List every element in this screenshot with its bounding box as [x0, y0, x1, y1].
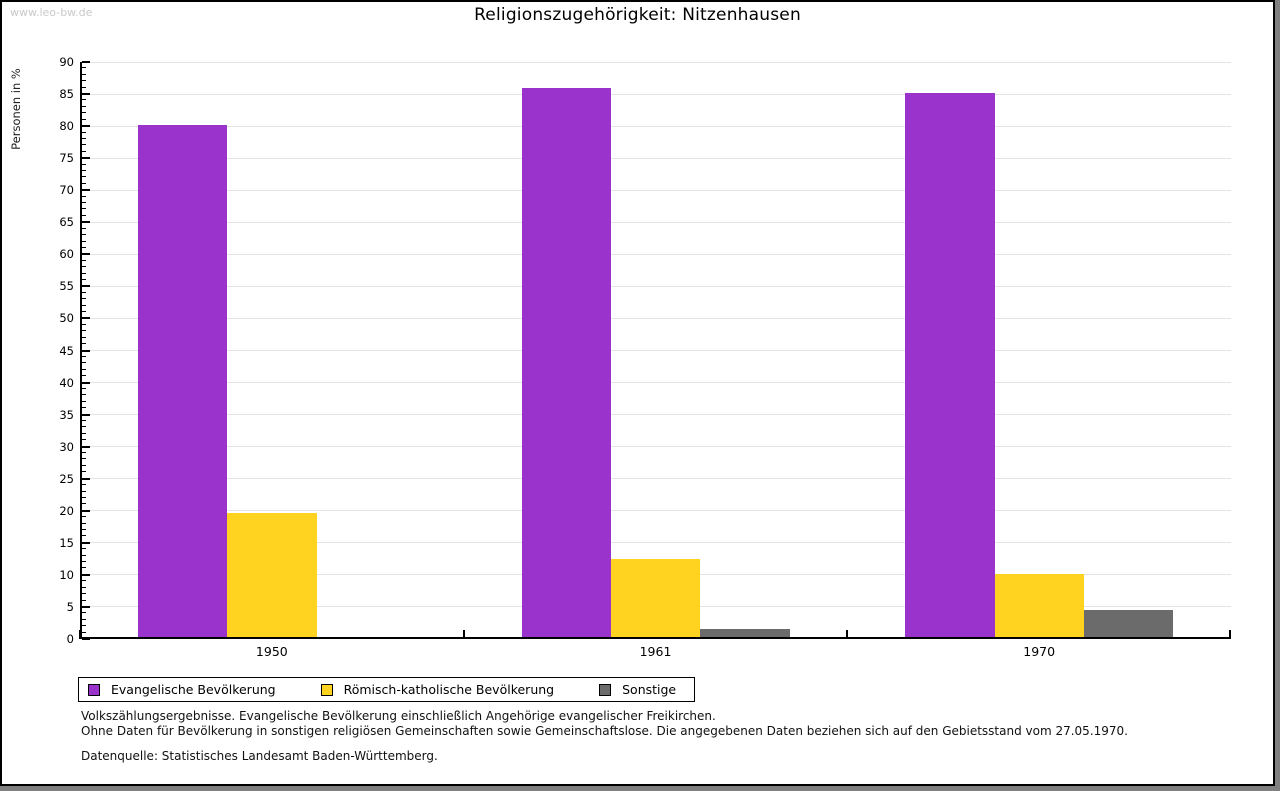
gridline	[80, 318, 1231, 319]
y-minor-tick	[82, 401, 86, 402]
y-major-tick	[82, 285, 90, 287]
y-minor-tick	[82, 625, 86, 626]
y-minor-tick	[82, 311, 86, 312]
y-minor-tick	[82, 491, 86, 492]
y-minor-tick	[82, 356, 86, 357]
gridline	[80, 126, 1231, 127]
y-tick-label: 65	[59, 215, 74, 230]
y-minor-tick	[82, 228, 86, 229]
y-minor-tick	[82, 394, 86, 395]
gridline	[80, 222, 1231, 223]
y-tick-label: 5	[66, 599, 74, 614]
y-tick-label: 80	[59, 119, 74, 134]
y-major-tick	[82, 574, 90, 576]
y-major-tick	[82, 414, 90, 416]
y-major-tick	[82, 638, 90, 640]
y-tick-label: 0	[66, 632, 74, 646]
x-tick	[846, 630, 848, 639]
y-tick-label: 90	[59, 55, 74, 69]
y-minor-tick	[82, 87, 86, 88]
y-minor-tick	[82, 343, 86, 344]
y-minor-tick	[82, 183, 86, 184]
y-tick-label: 30	[59, 439, 74, 454]
gridline	[80, 350, 1231, 351]
legend-swatch-sonstige	[599, 684, 611, 696]
y-tick-label: 70	[59, 183, 74, 198]
x-tick	[463, 630, 465, 639]
y-minor-tick	[82, 362, 86, 363]
bar-evangelische-bev-lkerung-1970	[905, 93, 994, 639]
y-tick-label: 85	[59, 87, 74, 102]
legend-swatch-r-misch-katholische-bev-lkerung	[321, 684, 333, 696]
y-minor-tick	[82, 632, 86, 633]
y-minor-tick	[82, 420, 86, 421]
y-minor-tick	[82, 612, 86, 613]
y-minor-tick	[82, 260, 86, 261]
y-tick-label: 50	[59, 311, 74, 326]
y-minor-tick	[82, 273, 86, 274]
legend-item-r-misch-katholische-bev-lkerung	[321, 682, 555, 697]
gridline	[80, 62, 1231, 63]
y-minor-tick	[82, 247, 86, 248]
y-minor-tick	[82, 439, 86, 440]
legend	[78, 677, 695, 702]
y-minor-tick	[82, 458, 86, 459]
legend-swatch-evangelische-bev-lkerung	[88, 684, 100, 696]
y-minor-tick	[82, 112, 86, 113]
y-minor-tick	[82, 144, 86, 145]
y-tick-label: 25	[59, 471, 74, 486]
y-tick-label: 20	[59, 503, 74, 518]
gridline	[80, 254, 1231, 255]
legend-label-r-misch-katholische-bev-lkerung: Römisch-katholische Bevölkerung	[343, 682, 555, 697]
watermark-link: www.leo-bw.de	[10, 6, 93, 19]
y-minor-tick	[82, 215, 86, 216]
y-minor-tick	[82, 164, 86, 165]
y-tick-label: 10	[59, 567, 74, 582]
y-minor-tick	[82, 305, 86, 306]
y-minor-tick	[82, 74, 86, 75]
bar-evangelische-bev-lkerung-1950	[138, 125, 227, 639]
y-minor-tick	[82, 407, 86, 408]
gridline	[80, 446, 1231, 447]
y-tick-label: 40	[59, 375, 74, 390]
y-minor-tick	[82, 548, 86, 549]
y-minor-tick	[82, 452, 86, 453]
y-major-tick	[82, 446, 90, 448]
x-tick	[79, 630, 81, 639]
y-minor-tick	[82, 426, 86, 427]
y-minor-tick	[82, 529, 86, 530]
y-minor-tick	[82, 535, 86, 536]
y-tick-label: 35	[59, 407, 74, 422]
y-minor-tick	[82, 196, 86, 197]
y-minor-tick	[82, 503, 86, 504]
x-category-label: 1970	[1023, 644, 1056, 659]
y-minor-tick	[82, 151, 86, 152]
gridline	[80, 190, 1231, 191]
y-major-tick	[82, 542, 90, 544]
x-tick	[1229, 630, 1231, 639]
y-minor-tick	[82, 484, 86, 485]
y-minor-tick	[82, 523, 86, 524]
y-minor-tick	[82, 471, 86, 472]
y-minor-tick	[82, 593, 86, 594]
y-minor-tick	[82, 170, 86, 171]
y-minor-tick	[82, 433, 86, 434]
legend-label-evangelische-bev-lkerung: Evangelische Bevölkerung	[111, 682, 276, 697]
y-major-tick	[82, 221, 90, 223]
y-minor-tick	[82, 465, 86, 466]
footnote-line1: Volkszählungsergebnisse. Evangelische Bevölkerung einschließlich Angehörige evangelischer Freikirchen.	[81, 709, 716, 723]
y-tick-label: 60	[59, 247, 74, 262]
x-category-label: 1961	[639, 644, 672, 659]
y-minor-tick	[82, 619, 86, 620]
y-major-tick	[82, 253, 90, 255]
y-major-tick	[82, 125, 90, 127]
y-minor-tick	[82, 375, 86, 376]
y-minor-tick	[82, 292, 86, 293]
y-minor-tick	[82, 202, 86, 203]
y-axis-title: Personen in %	[9, 68, 23, 150]
data-source: Datenquelle: Statistisches Landesamt Baden-Württemberg.	[81, 749, 438, 763]
y-major-tick	[82, 606, 90, 608]
y-minor-tick	[82, 369, 86, 370]
legend-item-sonstige	[599, 682, 676, 697]
y-tick-label: 15	[59, 535, 74, 550]
gridline	[80, 158, 1231, 159]
y-minor-tick	[82, 587, 86, 588]
y-minor-tick	[82, 324, 86, 325]
y-minor-tick	[82, 330, 86, 331]
chart-title: Religionszugehörigkeit: Nitzenhausen	[474, 5, 801, 25]
y-minor-tick	[82, 561, 86, 562]
y-major-tick	[82, 317, 90, 319]
y-minor-tick	[82, 234, 86, 235]
y-minor-tick	[82, 337, 86, 338]
gridline	[80, 286, 1231, 287]
gridline	[80, 510, 1231, 511]
y-minor-tick	[82, 298, 86, 299]
y-minor-tick	[82, 555, 86, 556]
y-minor-tick	[82, 176, 86, 177]
y-major-tick	[82, 350, 90, 352]
y-major-tick	[82, 382, 90, 384]
y-minor-tick	[82, 80, 86, 81]
y-major-tick	[82, 478, 90, 480]
y-major-tick	[82, 157, 90, 159]
x-axis-line	[80, 637, 1231, 639]
y-tick-label: 45	[59, 343, 74, 358]
y-minor-tick	[82, 132, 86, 133]
y-tick-label: 75	[59, 151, 74, 166]
y-tick-label: 55	[59, 279, 74, 294]
bar-evangelische-bev-lkerung-1961	[522, 88, 611, 639]
y-minor-tick	[82, 106, 86, 107]
bar-sonstige-1970	[1084, 610, 1173, 639]
y-major-tick	[82, 61, 90, 63]
y-minor-tick	[82, 497, 86, 498]
bar-r-misch-katholische-bev-lkerung-1970	[995, 574, 1084, 639]
y-minor-tick	[82, 279, 86, 280]
legend-item-evangelische-bev-lkerung	[88, 682, 276, 697]
y-major-tick	[82, 93, 90, 95]
y-minor-tick	[82, 516, 86, 517]
y-minor-tick	[82, 119, 86, 120]
bar-r-misch-katholische-bev-lkerung-1961	[611, 559, 700, 639]
footnote-line2: Ohne Daten für Bevölkerung in sonstigen religiösen Gemeinschaften sowie Gemeinschaftslose. Die angegebenen Daten beziehen sich auf den Gebietsstand vom 27.05.1970.	[81, 724, 1128, 738]
y-major-tick	[82, 189, 90, 191]
x-category-label: 1950	[255, 644, 288, 659]
y-minor-tick	[82, 138, 86, 139]
y-minor-tick	[82, 99, 86, 100]
gridline	[80, 382, 1231, 383]
y-minor-tick	[82, 600, 86, 601]
y-minor-tick	[82, 266, 86, 267]
legend-label-sonstige: Sonstige	[622, 682, 677, 697]
plot-area	[59, 55, 1231, 659]
y-major-tick	[82, 510, 90, 512]
bar-r-misch-katholische-bev-lkerung-1950	[227, 513, 316, 639]
y-minor-tick	[82, 388, 86, 389]
gridline	[80, 94, 1231, 95]
gridline	[80, 478, 1231, 479]
y-minor-tick	[82, 567, 86, 568]
gridline	[80, 414, 1231, 415]
y-minor-tick	[82, 208, 86, 209]
y-minor-tick	[82, 241, 86, 242]
y-minor-tick	[82, 580, 86, 581]
y-minor-tick	[82, 67, 86, 68]
